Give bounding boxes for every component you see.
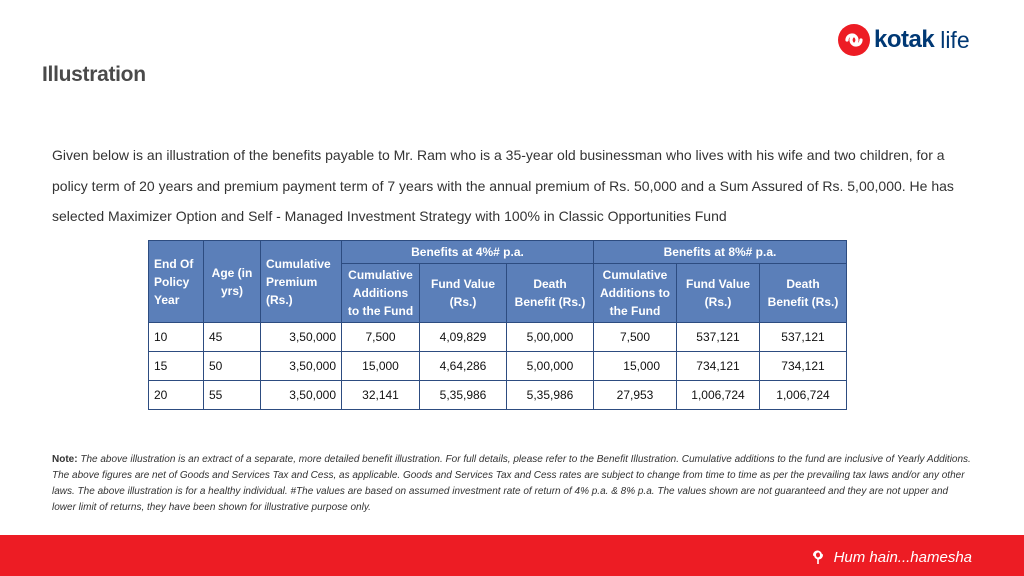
cell-cum-add-4: 15,000 — [342, 352, 420, 381]
disclaimer-note — [52, 452, 972, 516]
cell-death-4: 5,35,986 — [507, 381, 594, 410]
note-text: The above illustration is an extract of a separate, more detailed benefit illustration. For full details, please refer to the Benefit Illustration. Cumulative additions to the fund are inclusive of Yearly Additions. The above figures are net of Goods and Services Tax and Cess, as applicable. Goods and Services Tax and Cess rates are subject to change from time to time as per the prevailing tax laws and/or any other laws. The above illustration is for a healthy individual. #The values are based on assumed investment rate of return of 4% p.a. & 8% p.a. The values shown are not guaranteed and they are not upper and lower limit of returns, they have been shown for illustrative purpose only. — [52, 454, 971, 513]
header-end-of-policy-year: End Of Policy Year — [149, 241, 204, 323]
header-benefits-8: Benefits at 8%# p.a. — [594, 241, 847, 264]
cell-fund-4: 5,35,986 — [420, 381, 507, 410]
kotak-mark-icon — [808, 545, 828, 569]
cell-age: 50 — [204, 352, 261, 381]
cell-premium: 3,50,000 — [261, 381, 342, 410]
cell-fund-8: 1,006,724 — [677, 381, 760, 410]
cell-cum-add-4: 32,141 — [342, 381, 420, 410]
tagline-text: Hum hain...hamesha — [833, 548, 972, 566]
kotak-logo-icon — [838, 24, 870, 56]
cell-cum-add-8: 15,000 — [594, 352, 677, 381]
footer-bar — [0, 535, 1024, 576]
table-row — [149, 352, 847, 381]
cell-death-8: 537,121 — [760, 323, 847, 352]
header-death-benefit-4: Death Benefit (Rs.) — [507, 264, 594, 323]
cell-death-4: 5,00,000 — [507, 323, 594, 352]
cell-fund-4: 4,64,286 — [420, 352, 507, 381]
cell-cum-add-4: 7,500 — [342, 323, 420, 352]
cell-fund-4: 4,09,829 — [420, 323, 507, 352]
cell-fund-8: 734,121 — [677, 352, 760, 381]
cell-fund-8: 537,121 — [677, 323, 760, 352]
cell-age: 55 — [204, 381, 261, 410]
header-cum-additions-8: Cumulative Additions to the Fund — [594, 264, 677, 323]
intro-paragraph: Given below is an illustration of the benefits payable to Mr. Ram who is a 35-year old businessman who lives with his wife and two children, for a policy term of 20 years and premium payment term of 7 years with the annual premium of Rs. 50,000 and a Sum Assured of Rs. 5,00,000. He has selected Maximizer Option and Self - Managed Investment Strategy with 100% in Classic Opportunities Fund — [52, 147, 954, 224]
header-fund-value-8: Fund Value (Rs.) — [677, 264, 760, 323]
brand-name: kotak — [874, 26, 935, 53]
table-row — [149, 381, 847, 410]
cell-death-8: 1,006,724 — [760, 381, 847, 410]
cell-death-4: 5,00,000 — [507, 352, 594, 381]
cell-year: 10 — [149, 323, 204, 352]
cell-year: 20 — [149, 381, 204, 410]
header-cum-additions-4: Cumulative Additions to the Fund — [342, 264, 420, 323]
brand-suffix: life — [940, 26, 970, 53]
header-benefits-4: Benefits at 4%# p.a. — [342, 241, 594, 264]
benefit-illustration-table — [148, 240, 847, 410]
cell-cum-add-8: 7,500 — [594, 323, 677, 352]
note-label: Note: — [52, 454, 78, 465]
cell-premium: 3,50,000 — [261, 352, 342, 381]
tagline — [808, 545, 972, 569]
cell-year: 15 — [149, 352, 204, 381]
cell-death-8: 734,121 — [760, 352, 847, 381]
header-fund-value-4: Fund Value (Rs.) — [420, 264, 507, 323]
cell-premium: 3,50,000 — [261, 323, 342, 352]
cell-cum-add-8: 27,953 — [594, 381, 677, 410]
table-row — [149, 323, 847, 352]
header-death-benefit-8: Death Benefit (Rs.) — [760, 264, 847, 323]
kotak-life-logo — [838, 24, 970, 56]
cell-age: 45 — [204, 323, 261, 352]
page-title: Illustration — [42, 63, 146, 86]
header-cumulative-premium: Cumulative Premium (Rs.) — [261, 241, 342, 323]
header-age: Age (in yrs) — [204, 241, 261, 323]
